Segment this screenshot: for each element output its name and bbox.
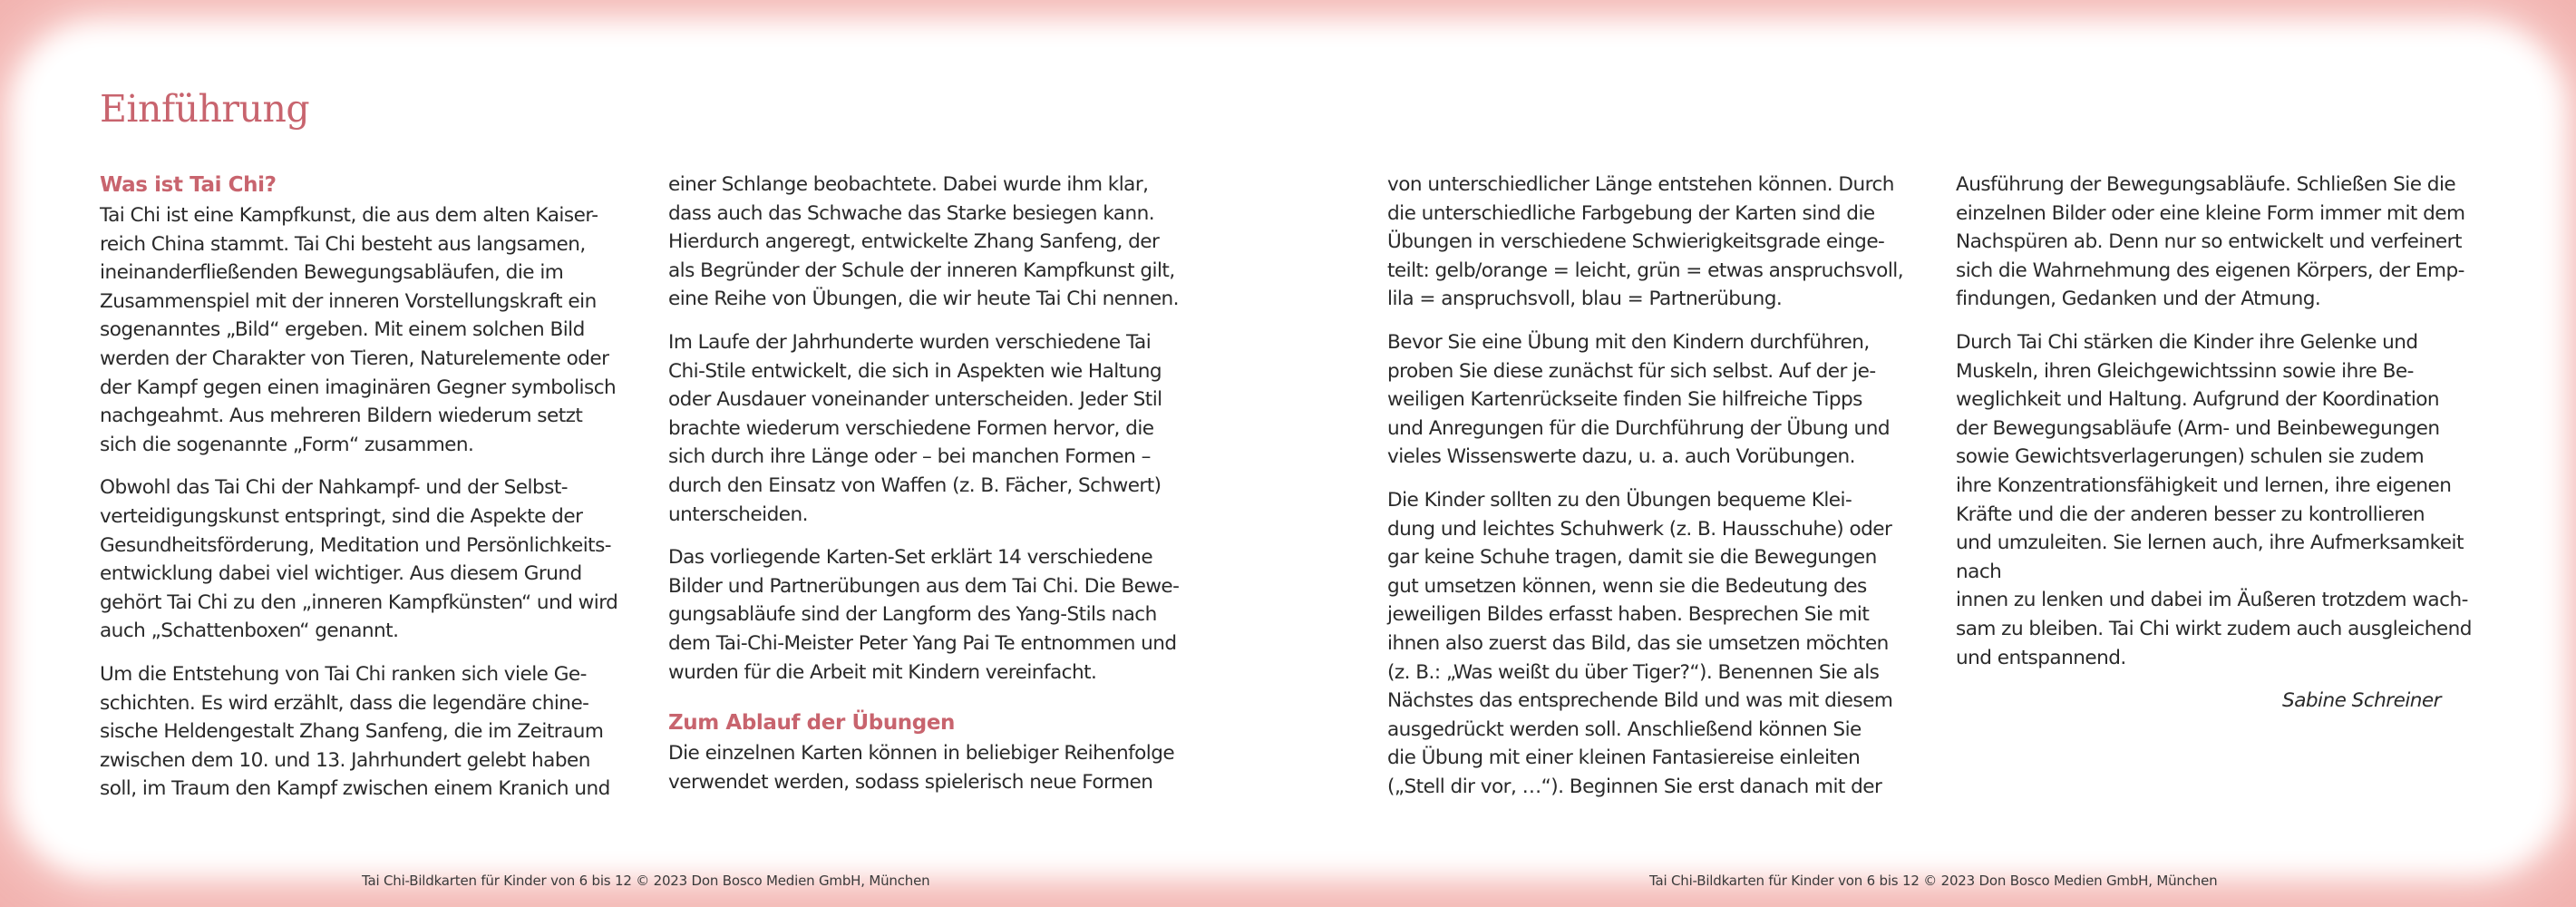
column-4 [1956, 171, 2482, 730]
paragraph: Obwohl das Tai Chi der Nahkampf- und der Selbst- verteidigungskunst entspringt, sind die Aspekte der Gesundheitsförderung, Meditation und Persönlichkeits- entwicklung dabei viel wichtiger. Aus diesem Grund gehört Tai Chi zu den „inneren Kampfkünsten“ und wird auch „Schattenboxen“ genannt. [100, 476, 618, 643]
page-title: Einführung [100, 87, 310, 131]
paragraph: Ausführung der Bewegungsabläufe. Schließen Sie die einzelnen Bilder oder eine kleine Form immer mit dem Nachspüren ab. Denn nur so entwickelt und verfeinert sich die Wahrnehmung des eigenen Körpers, der Emp- findungen, Gedanken und der Atmung. [1956, 173, 2465, 311]
paragraph: Das vorliegende Karten-Set erklärt 14 verschiedene Bilder und Partnerübungen aus dem Tai Chi. Die Bewe- gungsabläufe sind der Langform des Yang-Stils nach dem Tai-Chi-Meister Peter Yang Pai Te entnommen und wurden für die Arbeit mit Kindern vereinfacht. [668, 546, 1180, 684]
paragraph: einer Schlange beobachtete. Dabei wurde ihm klar, dass auch das Schwache das Starke besiegen kann. Hierdurch angeregt, entwickelte Zhang Sanfeng, der als Begründer der Schule der inneren Kampfkunst gilt, eine Reihe von Übungen, die wir heute Tai Chi nennen. [668, 173, 1180, 311]
section-title-was-ist-tai-chi: Was ist Tai Chi? [100, 173, 277, 197]
column-3 [1387, 171, 1913, 815]
paragraph: Um die Entstehung von Tai Chi ranken sich viele Ge- schichten. Es wird erzählt, dass die legendäre chine- sische Heldengestalt Zhang Sanfeng, die im Zeitraum zwischen dem 10. und 13. Jahrhundert gelebt haben soll, im Traum den Kampf zwischen einem Kranich und [100, 662, 610, 801]
footer-right: Tai Chi-Bildkarten für Kinder von 6 bis 12 © 2023 Don Bosco Medien GmbH, München [1649, 873, 2218, 889]
column-2 [668, 171, 1194, 811]
paragraph: Bevor Sie eine Übung mit den Kindern durchführen, proben Sie diese zunächst für sich selbst. Auf der je- weiligen Kartenrückseite finden Sie hilfreiche Tipps und Anregungen für die Durchführung der Übung und vieles Wissenswerte dazu, u. a. auch Vorübungen. [1387, 330, 1890, 469]
paragraph: Die Kinder sollten zu den Übungen bequeme Klei- dung und leichtes Schuhwerk (z. B. Hausschuhe) oder gar keine Schuhe tragen, damit sie die Bewegungen gut umsetzen können, wenn sie die Bedeutung des jeweiligen Bildes erfasst haben. Besprechen Sie mit ihnen also zuerst das Bild, das sie umsetzen möchten (z. B.: „Was weißt du über Tiger?“). Benennen Sie als Nächstes das entsprechende Bild und was mit diesem ausgedrückt werden soll. Anschließend können Sie die Übung mit einer kleinen Fantasiereise einleiten („Stell dir vor, …“). Beginnen Sie erst danach mit der [1387, 488, 1893, 798]
paragraph: Tai Chi ist eine Kampfkunst, die aus dem alten Kaiser- reich China stammt. Tai Chi besteht aus langsamen, ineinanderfließenden Bewegungsabläufen, die im Zusammenspiel mit der inneren Vorstellungskraft ein sogenanntes „Bild“ ergeben. Mit einem solchen Bild werden der Charakter von Tieren, Naturelemente oder der Kampf gegen einen imaginären Gegner symbolisch nachgeahmt. Aus mehreren Bildern wiederum setzt sich die sogenannte „Form“ zusammen. [100, 204, 617, 456]
footer-left: Tai Chi-Bildkarten für Kinder von 6 bis 12 © 2023 Don Bosco Medien GmbH, München [362, 873, 930, 889]
paragraph: von unterschiedlicher Länge entstehen können. Durch die unterschiedliche Farbgebung der Karten sind die Übungen in verschiedene Schwierigkeitsgrade einge- teilt: gelb/orange = leicht, grün = etwas anspruchsvoll, lila = anspruchsvoll, blau = Partnerübung. [1387, 173, 1904, 311]
paragraph: Im Laufe der Jahrhunderte wurden verschiedene Tai Chi-Stile entwickelt, die sich in Aspekten wie Haltung oder Ausdauer voneinander unterscheiden. Jeder Stil brachte wiederum verschiedene Formen hervor, die sich durch ihre Länge oder – bei manchen Formen – durch den Einsatz von Waffen (z. B. Fächer, Schwert) unterscheiden. [668, 330, 1162, 526]
paragraph: Durch Tai Chi stärken die Kinder ihre Gelenke und Muskeln, ihren Gleichgewichtssinn sowie ihre Be- weglichkeit und Haltung. Aufgrund der Koordination der Bewegungsabläufe (Arm- und Beinbewegungen sowie Gewichtsverlagerungen) schulen sie zudem ihre Konzentrationsfähigkeit und lernen, ihre eigenen Kräfte und die der anderen besser zu kontrollieren und umzuleiten. Sie lernen auch, ihre Aufmerksamkeit nach innen zu lenken und dabei im Äußeren trotzdem wach- sam zu bleiben. Tai Chi wirkt zudem auch ausgleichend und entspannend. [1956, 330, 2472, 669]
author-signature: Sabine Schreiner [2282, 689, 2441, 713]
section-title-ablauf: Zum Ablauf der Übungen [668, 711, 956, 736]
column-1 [100, 169, 626, 818]
paragraph: Die einzelnen Karten können in beliebiger Reihenfolge verwendet werden, sodass spielerisch neue Formen [668, 742, 1175, 794]
